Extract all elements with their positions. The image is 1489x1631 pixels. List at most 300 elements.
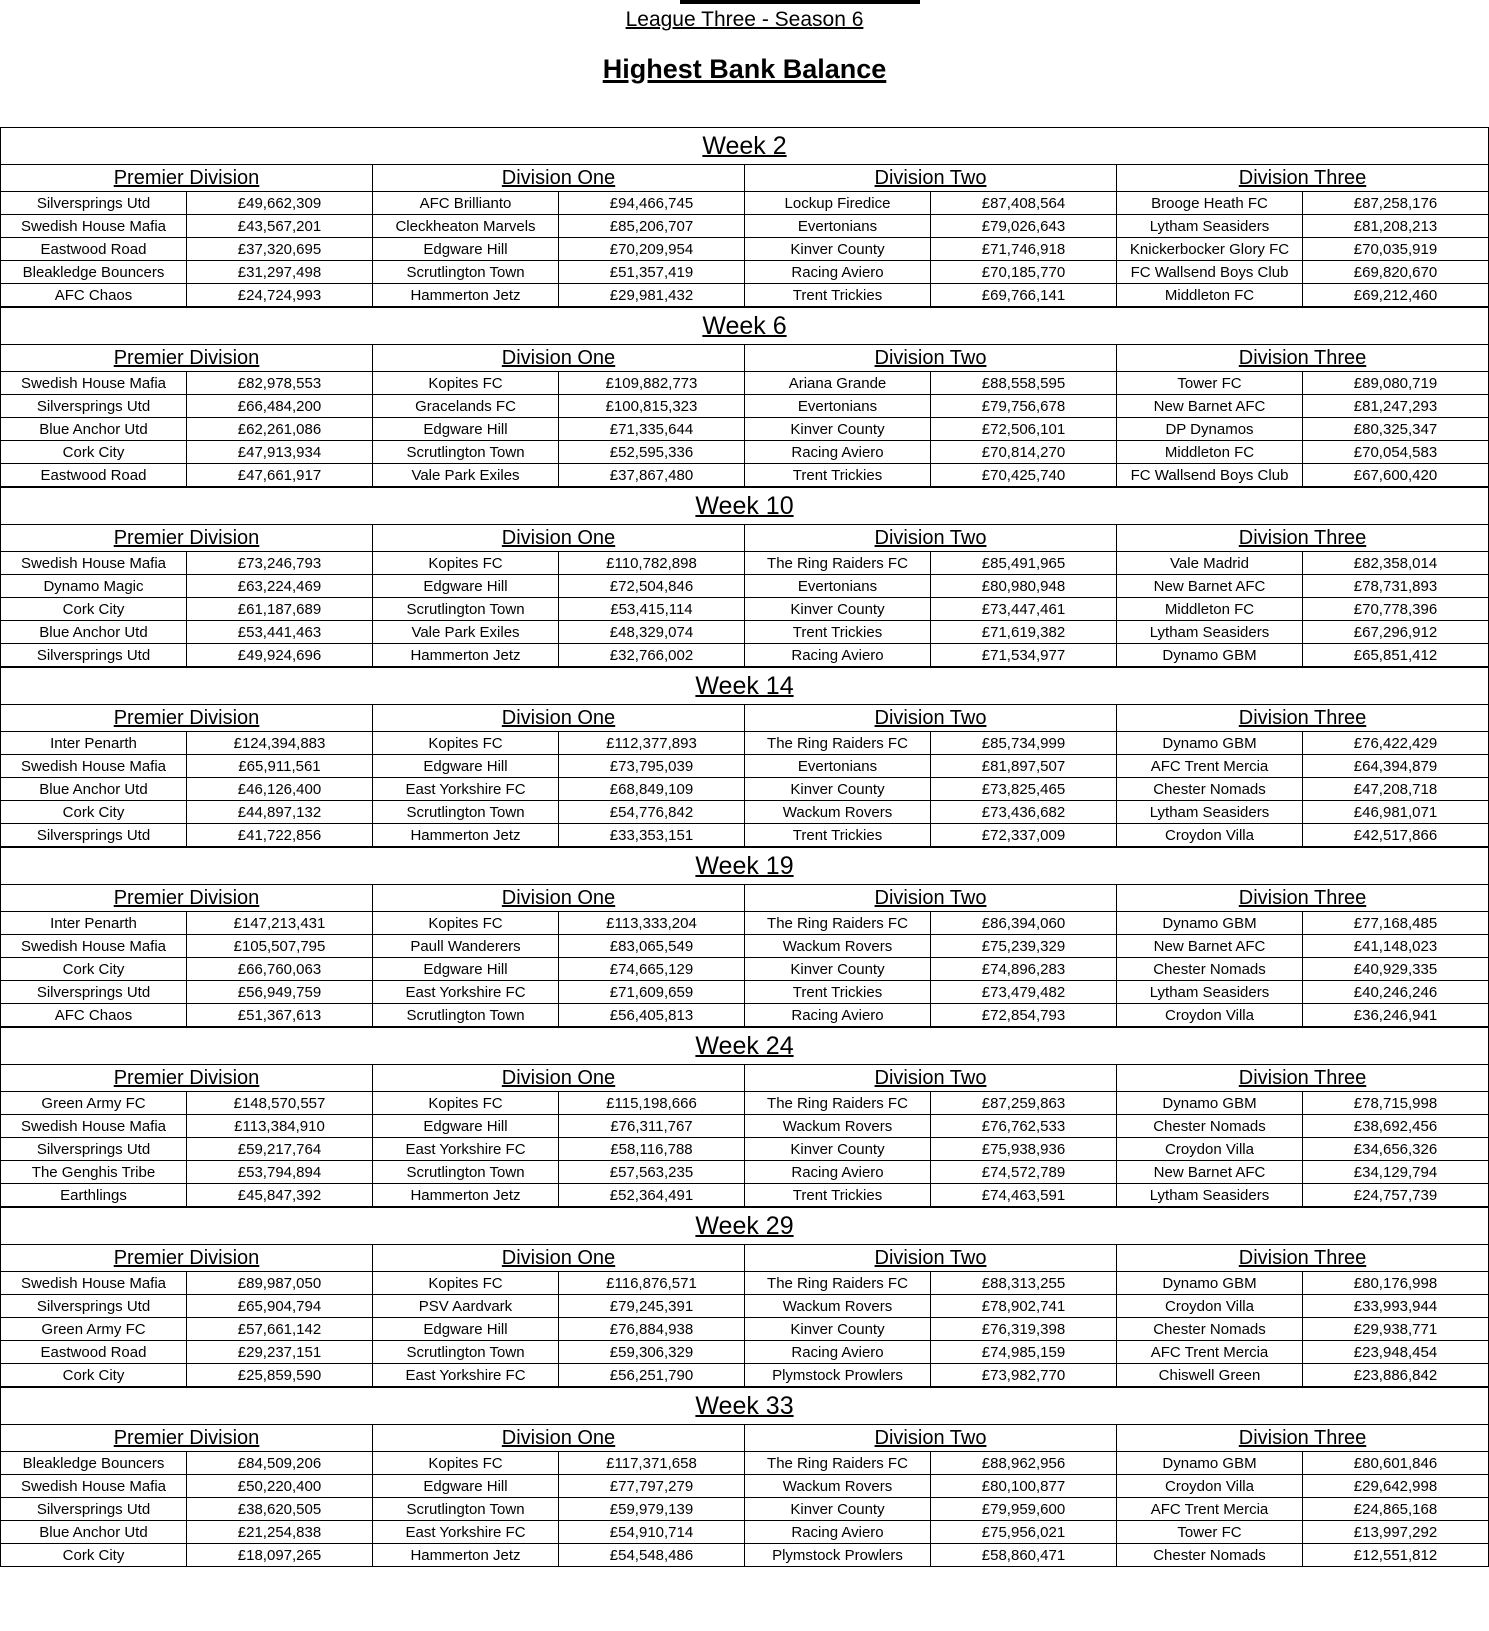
team-cell: Silversprings Utd	[1, 192, 187, 215]
balance-cell: £38,692,456	[1303, 1115, 1489, 1138]
week-title: Week 10	[695, 491, 794, 520]
standings-row	[1, 192, 1489, 215]
team-cell: Chester Nomads	[1117, 1318, 1303, 1341]
balance-cell: £12,551,812	[1303, 1544, 1489, 1567]
team-cell: Evertonians	[745, 215, 931, 238]
team-cell: Wackum Rovers	[745, 1115, 931, 1138]
team-cell: Dynamo GBM	[1117, 1452, 1303, 1475]
team-cell: New Barnet AFC	[1117, 1161, 1303, 1184]
balance-cell: £51,367,613	[187, 1004, 373, 1027]
balance-cell: £53,441,463	[187, 621, 373, 644]
team-cell: Chester Nomads	[1117, 1544, 1303, 1567]
team-cell: Croydon Villa	[1117, 1004, 1303, 1027]
team-cell: Trent Trickies	[745, 464, 931, 487]
balance-cell: £56,949,759	[187, 981, 373, 1004]
standings-row	[1, 778, 1489, 801]
team-cell: Dynamo Magic	[1, 575, 187, 598]
team-cell: Wackum Rovers	[745, 1295, 931, 1318]
division-header-cell-1	[373, 1425, 745, 1452]
team-cell: Cork City	[1, 1364, 187, 1387]
team-cell: Cork City	[1, 598, 187, 621]
team-cell: Kopites FC	[373, 912, 559, 935]
standings-row	[1, 284, 1489, 307]
division-header-label: Premier Division	[113, 1426, 260, 1449]
balance-cell: £71,534,977	[931, 644, 1117, 667]
team-cell: Kinver County	[745, 418, 931, 441]
balance-cell: £29,938,771	[1303, 1318, 1489, 1341]
balance-cell: £25,859,590	[187, 1364, 373, 1387]
team-cell: Kinver County	[745, 778, 931, 801]
division-header-label: Division One	[501, 346, 616, 369]
team-cell: Kinver County	[745, 1318, 931, 1341]
standings-row	[1, 1161, 1489, 1184]
standings-row	[1, 395, 1489, 418]
week-title-row	[1, 128, 1489, 165]
division-header-label: Division Three	[1238, 706, 1367, 729]
week-title-cell	[1, 668, 1489, 705]
balance-cell: £69,766,141	[931, 284, 1117, 307]
team-cell: Croydon Villa	[1117, 1295, 1303, 1318]
standings-row	[1, 1295, 1489, 1318]
team-cell: Trent Trickies	[745, 981, 931, 1004]
balance-cell: £78,731,893	[1303, 575, 1489, 598]
division-header-cell-2	[745, 705, 1117, 732]
week-table-week-2	[0, 127, 1489, 307]
balance-cell: £73,447,461	[931, 598, 1117, 621]
team-cell: Swedish House Mafia	[1, 1272, 187, 1295]
week-title-row	[1, 668, 1489, 705]
balance-cell: £148,570,557	[187, 1092, 373, 1115]
balance-cell: £89,987,050	[187, 1272, 373, 1295]
balance-cell: £59,306,329	[559, 1341, 745, 1364]
division-header-label: Division Three	[1238, 1426, 1367, 1449]
team-cell: Edgware Hill	[373, 755, 559, 778]
team-cell: Trent Trickies	[745, 621, 931, 644]
standings-row	[1, 1318, 1489, 1341]
balance-cell: £37,320,695	[187, 238, 373, 261]
team-cell: The Ring Raiders FC	[745, 552, 931, 575]
team-cell: Silversprings Utd	[1, 644, 187, 667]
team-cell: Swedish House Mafia	[1, 372, 187, 395]
team-cell: Racing Aviero	[745, 1004, 931, 1027]
balance-cell: £52,364,491	[559, 1184, 745, 1207]
team-cell: Croydon Villa	[1117, 824, 1303, 847]
team-cell: Lytham Seasiders	[1117, 1184, 1303, 1207]
team-cell: Cleckheaton Marvels	[373, 215, 559, 238]
team-cell: The Genghis Tribe	[1, 1161, 187, 1184]
balance-cell: £81,247,293	[1303, 395, 1489, 418]
team-cell: Swedish House Mafia	[1, 1115, 187, 1138]
team-cell: Croydon Villa	[1117, 1138, 1303, 1161]
balance-cell: £79,756,678	[931, 395, 1117, 418]
balance-cell: £71,746,918	[931, 238, 1117, 261]
team-cell: East Yorkshire FC	[373, 1364, 559, 1387]
team-cell: Kopites FC	[373, 372, 559, 395]
division-header-label: Division One	[501, 1066, 616, 1089]
team-cell: Scrutlington Town	[373, 441, 559, 464]
week-table-week-10	[0, 487, 1489, 667]
division-header-label: Division Two	[874, 706, 987, 729]
balance-cell: £49,924,696	[187, 644, 373, 667]
team-cell: Chester Nomads	[1117, 1115, 1303, 1138]
week-title: Week 33	[695, 1391, 794, 1420]
balance-cell: £24,865,168	[1303, 1498, 1489, 1521]
week-title: Week 6	[702, 311, 787, 340]
balance-cell: £54,548,486	[559, 1544, 745, 1567]
division-header-label: Division Three	[1238, 346, 1367, 369]
team-cell: Racing Aviero	[745, 1521, 931, 1544]
division-header-label: Division Three	[1238, 1066, 1367, 1089]
balance-cell: £31,297,498	[187, 261, 373, 284]
balance-cell: £59,979,139	[559, 1498, 745, 1521]
balance-cell: £24,757,739	[1303, 1184, 1489, 1207]
balance-cell: £66,760,063	[187, 958, 373, 981]
balance-cell: £79,245,391	[559, 1295, 745, 1318]
team-cell: Middleton FC	[1117, 284, 1303, 307]
team-cell: Evertonians	[745, 755, 931, 778]
balance-cell: £85,491,965	[931, 552, 1117, 575]
division-header-label: Premier Division	[113, 166, 260, 189]
team-cell: New Barnet AFC	[1117, 935, 1303, 958]
team-cell: Plymstock Prowlers	[745, 1364, 931, 1387]
team-cell: Hammerton Jetz	[373, 1544, 559, 1567]
standings-row	[1, 621, 1489, 644]
document-header	[0, 0, 1489, 127]
team-cell: Wackum Rovers	[745, 935, 931, 958]
balance-cell: £58,860,471	[931, 1544, 1117, 1567]
balance-cell: £56,251,790	[559, 1364, 745, 1387]
balance-cell: £80,601,846	[1303, 1452, 1489, 1475]
standings-row	[1, 912, 1489, 935]
standings-row	[1, 732, 1489, 755]
team-cell: Kinver County	[745, 1498, 931, 1521]
balance-cell: £32,766,002	[559, 644, 745, 667]
balance-cell: £57,563,235	[559, 1161, 745, 1184]
team-cell: FC Wallsend Boys Club	[1117, 464, 1303, 487]
balance-cell: £46,981,071	[1303, 801, 1489, 824]
balance-cell: £71,619,382	[931, 621, 1117, 644]
team-cell: Silversprings Utd	[1, 395, 187, 418]
balance-cell: £44,897,132	[187, 801, 373, 824]
balance-cell: £75,239,329	[931, 935, 1117, 958]
team-cell: Edgware Hill	[373, 958, 559, 981]
standings-row	[1, 1138, 1489, 1161]
team-cell: AFC Chaos	[1, 1004, 187, 1027]
balance-cell: £33,353,151	[559, 824, 745, 847]
balance-cell: £77,168,485	[1303, 912, 1489, 935]
balance-cell: £124,394,883	[187, 732, 373, 755]
team-cell: Scrutlington Town	[373, 598, 559, 621]
team-cell: Scrutlington Town	[373, 1161, 559, 1184]
division-header-label: Division One	[501, 1246, 616, 1269]
team-cell: Cork City	[1, 801, 187, 824]
week-title-row	[1, 308, 1489, 345]
balance-cell: £81,208,213	[1303, 215, 1489, 238]
team-cell: Middleton FC	[1117, 441, 1303, 464]
team-cell: Chester Nomads	[1117, 958, 1303, 981]
balance-cell: £70,425,740	[931, 464, 1117, 487]
balance-cell: £80,100,877	[931, 1475, 1117, 1498]
division-header-label: Division Three	[1238, 526, 1367, 549]
division-header-cell-2	[745, 1245, 1117, 1272]
balance-cell: £74,896,283	[931, 958, 1117, 981]
standings-row	[1, 981, 1489, 1004]
balance-cell: £76,311,767	[559, 1115, 745, 1138]
standings-row	[1, 1498, 1489, 1521]
standings-row	[1, 1544, 1489, 1567]
page-title: League Three - Season 6	[625, 8, 864, 31]
team-cell: Racing Aviero	[745, 261, 931, 284]
balance-cell: £80,980,948	[931, 575, 1117, 598]
division-header-row	[1, 1065, 1489, 1092]
team-cell: Trent Trickies	[745, 824, 931, 847]
standings-row	[1, 824, 1489, 847]
division-header-label: Division Two	[874, 346, 987, 369]
team-cell: Dynamo GBM	[1117, 1092, 1303, 1115]
team-cell: Vale Madrid	[1117, 552, 1303, 575]
balance-cell: £78,902,741	[931, 1295, 1117, 1318]
division-header-cell-0	[1, 885, 373, 912]
standings-row	[1, 418, 1489, 441]
balance-cell: £71,609,659	[559, 981, 745, 1004]
team-cell: Scrutlington Town	[373, 801, 559, 824]
team-cell: East Yorkshire FC	[373, 778, 559, 801]
balance-cell: £47,208,718	[1303, 778, 1489, 801]
balance-cell: £29,642,998	[1303, 1475, 1489, 1498]
team-cell: Plymstock Prowlers	[745, 1544, 931, 1567]
balance-cell: £70,035,919	[1303, 238, 1489, 261]
balance-cell: £41,148,023	[1303, 935, 1489, 958]
balance-cell: £85,206,707	[559, 215, 745, 238]
team-cell: New Barnet AFC	[1117, 575, 1303, 598]
team-cell: Blue Anchor Utd	[1, 418, 187, 441]
balance-cell: £33,993,944	[1303, 1295, 1489, 1318]
team-cell: Vale Park Exiles	[373, 621, 559, 644]
team-cell: Lytham Seasiders	[1117, 801, 1303, 824]
balance-cell: £147,213,431	[187, 912, 373, 935]
balance-cell: £73,982,770	[931, 1364, 1117, 1387]
team-cell: East Yorkshire FC	[373, 1521, 559, 1544]
team-cell: Chester Nomads	[1117, 778, 1303, 801]
team-cell: Swedish House Mafia	[1, 215, 187, 238]
balance-cell: £51,357,419	[559, 261, 745, 284]
team-cell: Hammerton Jetz	[373, 1184, 559, 1207]
balance-cell: £76,319,398	[931, 1318, 1117, 1341]
balance-cell: £88,558,595	[931, 372, 1117, 395]
team-cell: Silversprings Utd	[1, 1295, 187, 1318]
week-title-cell	[1, 848, 1489, 885]
standings-row	[1, 1521, 1489, 1544]
balance-cell: £56,405,813	[559, 1004, 745, 1027]
balance-cell: £34,129,794	[1303, 1161, 1489, 1184]
team-cell: Wackum Rovers	[745, 1475, 931, 1498]
team-cell: Scrutlington Town	[373, 1498, 559, 1521]
team-cell: Vale Park Exiles	[373, 464, 559, 487]
team-cell: Kopites FC	[373, 732, 559, 755]
balance-cell: £88,962,956	[931, 1452, 1117, 1475]
team-cell: The Ring Raiders FC	[745, 1272, 931, 1295]
team-cell: Edgware Hill	[373, 575, 559, 598]
balance-cell: £48,329,074	[559, 621, 745, 644]
standings-row	[1, 464, 1489, 487]
standings-row	[1, 1341, 1489, 1364]
balance-cell: £29,237,151	[187, 1341, 373, 1364]
team-cell: Swedish House Mafia	[1, 552, 187, 575]
team-cell: Blue Anchor Utd	[1, 1521, 187, 1544]
balance-cell: £62,261,086	[187, 418, 373, 441]
balance-cell: £71,335,644	[559, 418, 745, 441]
balance-cell: £72,854,793	[931, 1004, 1117, 1027]
balance-cell: £79,026,643	[931, 215, 1117, 238]
balance-cell: £76,422,429	[1303, 732, 1489, 755]
balance-cell: £65,851,412	[1303, 644, 1489, 667]
week-title-cell	[1, 1028, 1489, 1065]
team-cell: Trent Trickies	[745, 1184, 931, 1207]
division-header-cell-0	[1, 1425, 373, 1452]
balance-cell: £23,886,842	[1303, 1364, 1489, 1387]
standings-row	[1, 552, 1489, 575]
balance-cell: £66,484,200	[187, 395, 373, 418]
division-header-label: Premier Division	[113, 1066, 260, 1089]
team-cell: Tower FC	[1117, 1521, 1303, 1544]
division-header-cell-0	[1, 705, 373, 732]
team-cell: Lytham Seasiders	[1117, 981, 1303, 1004]
team-cell: Bleakledge Bouncers	[1, 1452, 187, 1475]
team-cell: Bleakledge Bouncers	[1, 261, 187, 284]
balance-cell: £74,572,789	[931, 1161, 1117, 1184]
standings-row	[1, 238, 1489, 261]
balance-cell: £79,959,600	[931, 1498, 1117, 1521]
week-title: Week 14	[695, 671, 794, 700]
team-cell: Swedish House Mafia	[1, 935, 187, 958]
division-header-row	[1, 525, 1489, 552]
week-title-row	[1, 1208, 1489, 1245]
title-line	[0, 0, 1489, 32]
standings-row	[1, 215, 1489, 238]
standings-row	[1, 575, 1489, 598]
division-header-cell-3	[1117, 165, 1489, 192]
week-title-cell	[1, 1388, 1489, 1425]
division-header-cell-1	[373, 165, 745, 192]
team-cell: Hammerton Jetz	[373, 284, 559, 307]
team-cell: Inter Penarth	[1, 912, 187, 935]
team-cell: Racing Aviero	[745, 1341, 931, 1364]
division-header-cell-2	[745, 165, 1117, 192]
team-cell: Evertonians	[745, 575, 931, 598]
standings-row	[1, 644, 1489, 667]
week-title-row	[1, 488, 1489, 525]
team-cell: Scrutlington Town	[373, 1004, 559, 1027]
team-cell: Dynamo GBM	[1117, 644, 1303, 667]
division-header-cell-2	[745, 885, 1117, 912]
team-cell: Paull Wanderers	[373, 935, 559, 958]
standings-row	[1, 1004, 1489, 1027]
team-cell: Lockup Firedice	[745, 192, 931, 215]
team-cell: AFC Trent Mercia	[1117, 755, 1303, 778]
balance-cell: £43,567,201	[187, 215, 373, 238]
team-cell: Hammerton Jetz	[373, 644, 559, 667]
week-table-week-14	[0, 667, 1489, 847]
team-cell: Blue Anchor Utd	[1, 778, 187, 801]
division-header-cell-1	[373, 345, 745, 372]
team-cell: Ariana Grande	[745, 372, 931, 395]
balance-cell: £74,665,129	[559, 958, 745, 981]
balance-cell: £38,620,505	[187, 1498, 373, 1521]
balance-cell: £21,254,838	[187, 1521, 373, 1544]
division-header-cell-2	[745, 1425, 1117, 1452]
balance-cell: £47,913,934	[187, 441, 373, 464]
division-header-row	[1, 705, 1489, 732]
balance-cell: £76,762,533	[931, 1115, 1117, 1138]
balance-cell: £113,384,910	[187, 1115, 373, 1138]
division-header-label: Division Two	[874, 166, 987, 189]
division-header-label: Division Two	[874, 1426, 987, 1449]
standings-row	[1, 1184, 1489, 1207]
team-cell: The Ring Raiders FC	[745, 1452, 931, 1475]
balance-cell: £82,978,553	[187, 372, 373, 395]
team-cell: AFC Chaos	[1, 284, 187, 307]
week-title-cell	[1, 128, 1489, 165]
division-header-cell-0	[1, 1245, 373, 1272]
standings-row	[1, 1364, 1489, 1387]
team-cell: Silversprings Utd	[1, 824, 187, 847]
team-cell: Kinver County	[745, 1138, 931, 1161]
division-header-cell-0	[1, 345, 373, 372]
standings-row	[1, 935, 1489, 958]
team-cell: Kopites FC	[373, 552, 559, 575]
team-cell: Lytham Seasiders	[1117, 621, 1303, 644]
balance-cell: £112,377,893	[559, 732, 745, 755]
team-cell: Eastwood Road	[1, 1341, 187, 1364]
team-cell: Cork City	[1, 1544, 187, 1567]
team-cell: The Ring Raiders FC	[745, 912, 931, 935]
division-header-label: Premier Division	[113, 526, 260, 549]
team-cell: Dynamo GBM	[1117, 912, 1303, 935]
division-header-cell-1	[373, 705, 745, 732]
division-header-row	[1, 345, 1489, 372]
balance-cell: £49,662,309	[187, 192, 373, 215]
balance-cell: £36,246,941	[1303, 1004, 1489, 1027]
balance-cell: £63,224,469	[187, 575, 373, 598]
balance-cell: £73,479,482	[931, 981, 1117, 1004]
division-header-cell-2	[745, 525, 1117, 552]
team-cell: Silversprings Utd	[1, 981, 187, 1004]
team-cell: Edgware Hill	[373, 1115, 559, 1138]
balance-cell: £105,507,795	[187, 935, 373, 958]
balance-cell: £54,910,714	[559, 1521, 745, 1544]
team-cell: Eastwood Road	[1, 238, 187, 261]
balance-cell: £40,246,246	[1303, 981, 1489, 1004]
balance-cell: £70,185,770	[931, 261, 1117, 284]
team-cell: Gracelands FC	[373, 395, 559, 418]
team-cell: Knickerbocker Glory FC	[1117, 238, 1303, 261]
division-header-cell-0	[1, 165, 373, 192]
division-header-label: Division Two	[874, 886, 987, 909]
week-title: Week 2	[702, 131, 787, 160]
team-cell: Cork City	[1, 441, 187, 464]
team-cell: Scrutlington Town	[373, 261, 559, 284]
balance-cell: £61,187,689	[187, 598, 373, 621]
division-header-label: Division Two	[874, 526, 987, 549]
division-header-label: Division Two	[874, 1066, 987, 1089]
team-cell: New Barnet AFC	[1117, 395, 1303, 418]
team-cell: The Ring Raiders FC	[745, 732, 931, 755]
balance-cell: £110,782,898	[559, 552, 745, 575]
balance-cell: £65,904,794	[187, 1295, 373, 1318]
balance-cell: £70,814,270	[931, 441, 1117, 464]
team-cell: Swedish House Mafia	[1, 755, 187, 778]
division-header-label: Division One	[501, 706, 616, 729]
